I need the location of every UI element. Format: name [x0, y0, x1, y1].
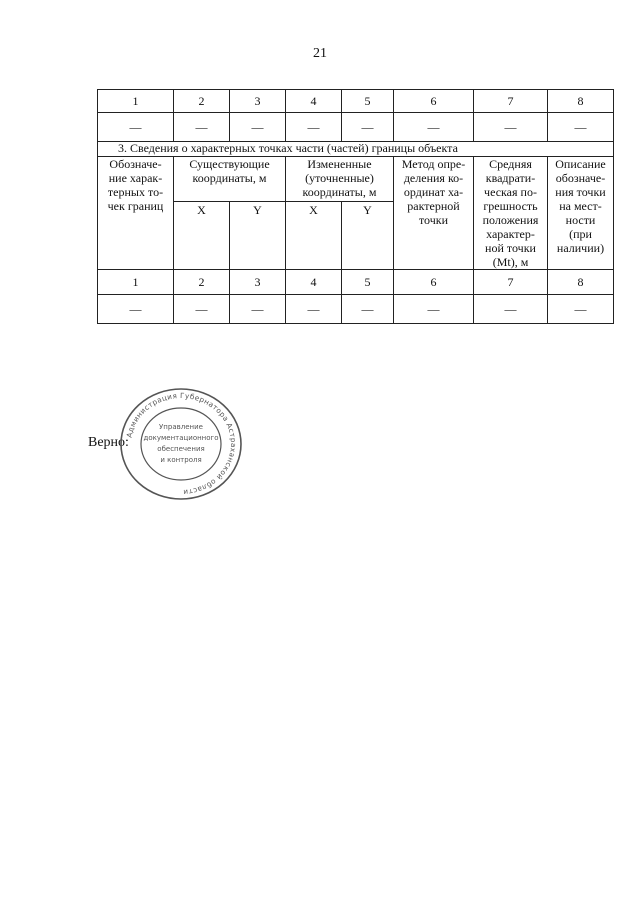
column-number: 6: [394, 270, 474, 295]
column-number: 2: [174, 90, 230, 113]
empty-value-dash: —: [174, 295, 230, 324]
stamp-inner-line: и контроля: [160, 456, 202, 464]
empty-value-dash: —: [394, 113, 474, 142]
empty-value-dash: —: [548, 295, 614, 324]
header-method-text: Метод опре- деления ко- ординат ха- рактерной точки: [401, 157, 466, 227]
bottom-empty-values-row: [98, 295, 614, 324]
column-number: 3: [230, 270, 286, 295]
header-row-primary: [98, 157, 614, 202]
top-column-numbers-row: [98, 90, 614, 113]
bottom-column-numbers-row: [98, 270, 614, 295]
empty-value-dash: —: [174, 113, 230, 142]
header-existing-coordinates-text: Существующие координаты, м: [189, 157, 270, 185]
empty-value-dash: —: [548, 113, 614, 142]
empty-value-dash: —: [474, 295, 548, 324]
empty-value-dash: —: [230, 113, 286, 142]
column-number: 5: [342, 90, 394, 113]
column-number: 6: [394, 90, 474, 113]
header-point-designation-text: Обозначе- ние харак- терных то- чек границ: [107, 157, 164, 213]
section-title-row: [98, 142, 614, 157]
column-number: 2: [174, 270, 230, 295]
header-existing-x: X: [174, 201, 230, 269]
page-number: 21: [313, 46, 327, 61]
column-number: 4: [286, 90, 342, 113]
column-number: 7: [474, 90, 548, 113]
header-point-description: [548, 157, 614, 270]
column-number: 5: [342, 270, 394, 295]
header-point-description-text: Описание обозначе- ния точки на мест- ности (при наличии): [555, 157, 606, 255]
header-changed-x: X: [286, 201, 342, 269]
header-method: [394, 157, 474, 270]
stamp-inner-line: обеспечения: [157, 445, 205, 453]
empty-value-dash: —: [98, 113, 174, 142]
stamp-ring-text-path: Администрация Губернатора Астраханской области: [124, 390, 239, 498]
empty-value-dash: —: [230, 295, 286, 324]
header-changed-coordinates: [286, 157, 394, 202]
column-number: 8: [548, 90, 614, 113]
section-title: 3. Сведения о характерных точках части (частей) границы объекта: [98, 142, 614, 157]
stamp-inner-line: документационного: [143, 434, 219, 442]
column-number: 8: [548, 270, 614, 295]
column-number: 1: [98, 270, 174, 295]
column-number: 3: [230, 90, 286, 113]
stamp-outer-ring: [121, 389, 241, 499]
empty-value-dash: —: [286, 113, 342, 142]
column-number: 4: [286, 270, 342, 295]
column-number: 7: [474, 270, 548, 295]
empty-value-dash: —: [342, 113, 394, 142]
empty-value-dash: —: [286, 295, 342, 324]
header-existing-coordinates: [174, 157, 286, 202]
header-mean-square-error: [474, 157, 548, 270]
top-empty-values-row: [98, 113, 614, 142]
empty-value-dash: —: [98, 295, 174, 324]
verification-label: Верно:: [88, 435, 129, 450]
empty-value-dash: —: [342, 295, 394, 324]
header-changed-y: Y: [342, 201, 394, 269]
header-changed-coordinates-text: Измененные (уточненные) координаты, м: [302, 157, 377, 199]
official-stamp: [118, 386, 244, 502]
stamp-inner-ring: [141, 408, 221, 480]
characteristic-points-table: [97, 89, 614, 324]
column-number: 1: [98, 90, 174, 113]
header-mean-square-error-text: Средняя квадрати- ческая по- грешность положения характер- ной точки (Mt), м: [482, 157, 539, 269]
header-point-designation: [98, 157, 174, 270]
header-existing-y: Y: [230, 201, 286, 269]
empty-value-dash: —: [474, 113, 548, 142]
stamp-inner-line: Управление: [159, 423, 203, 431]
empty-value-dash: —: [394, 295, 474, 324]
